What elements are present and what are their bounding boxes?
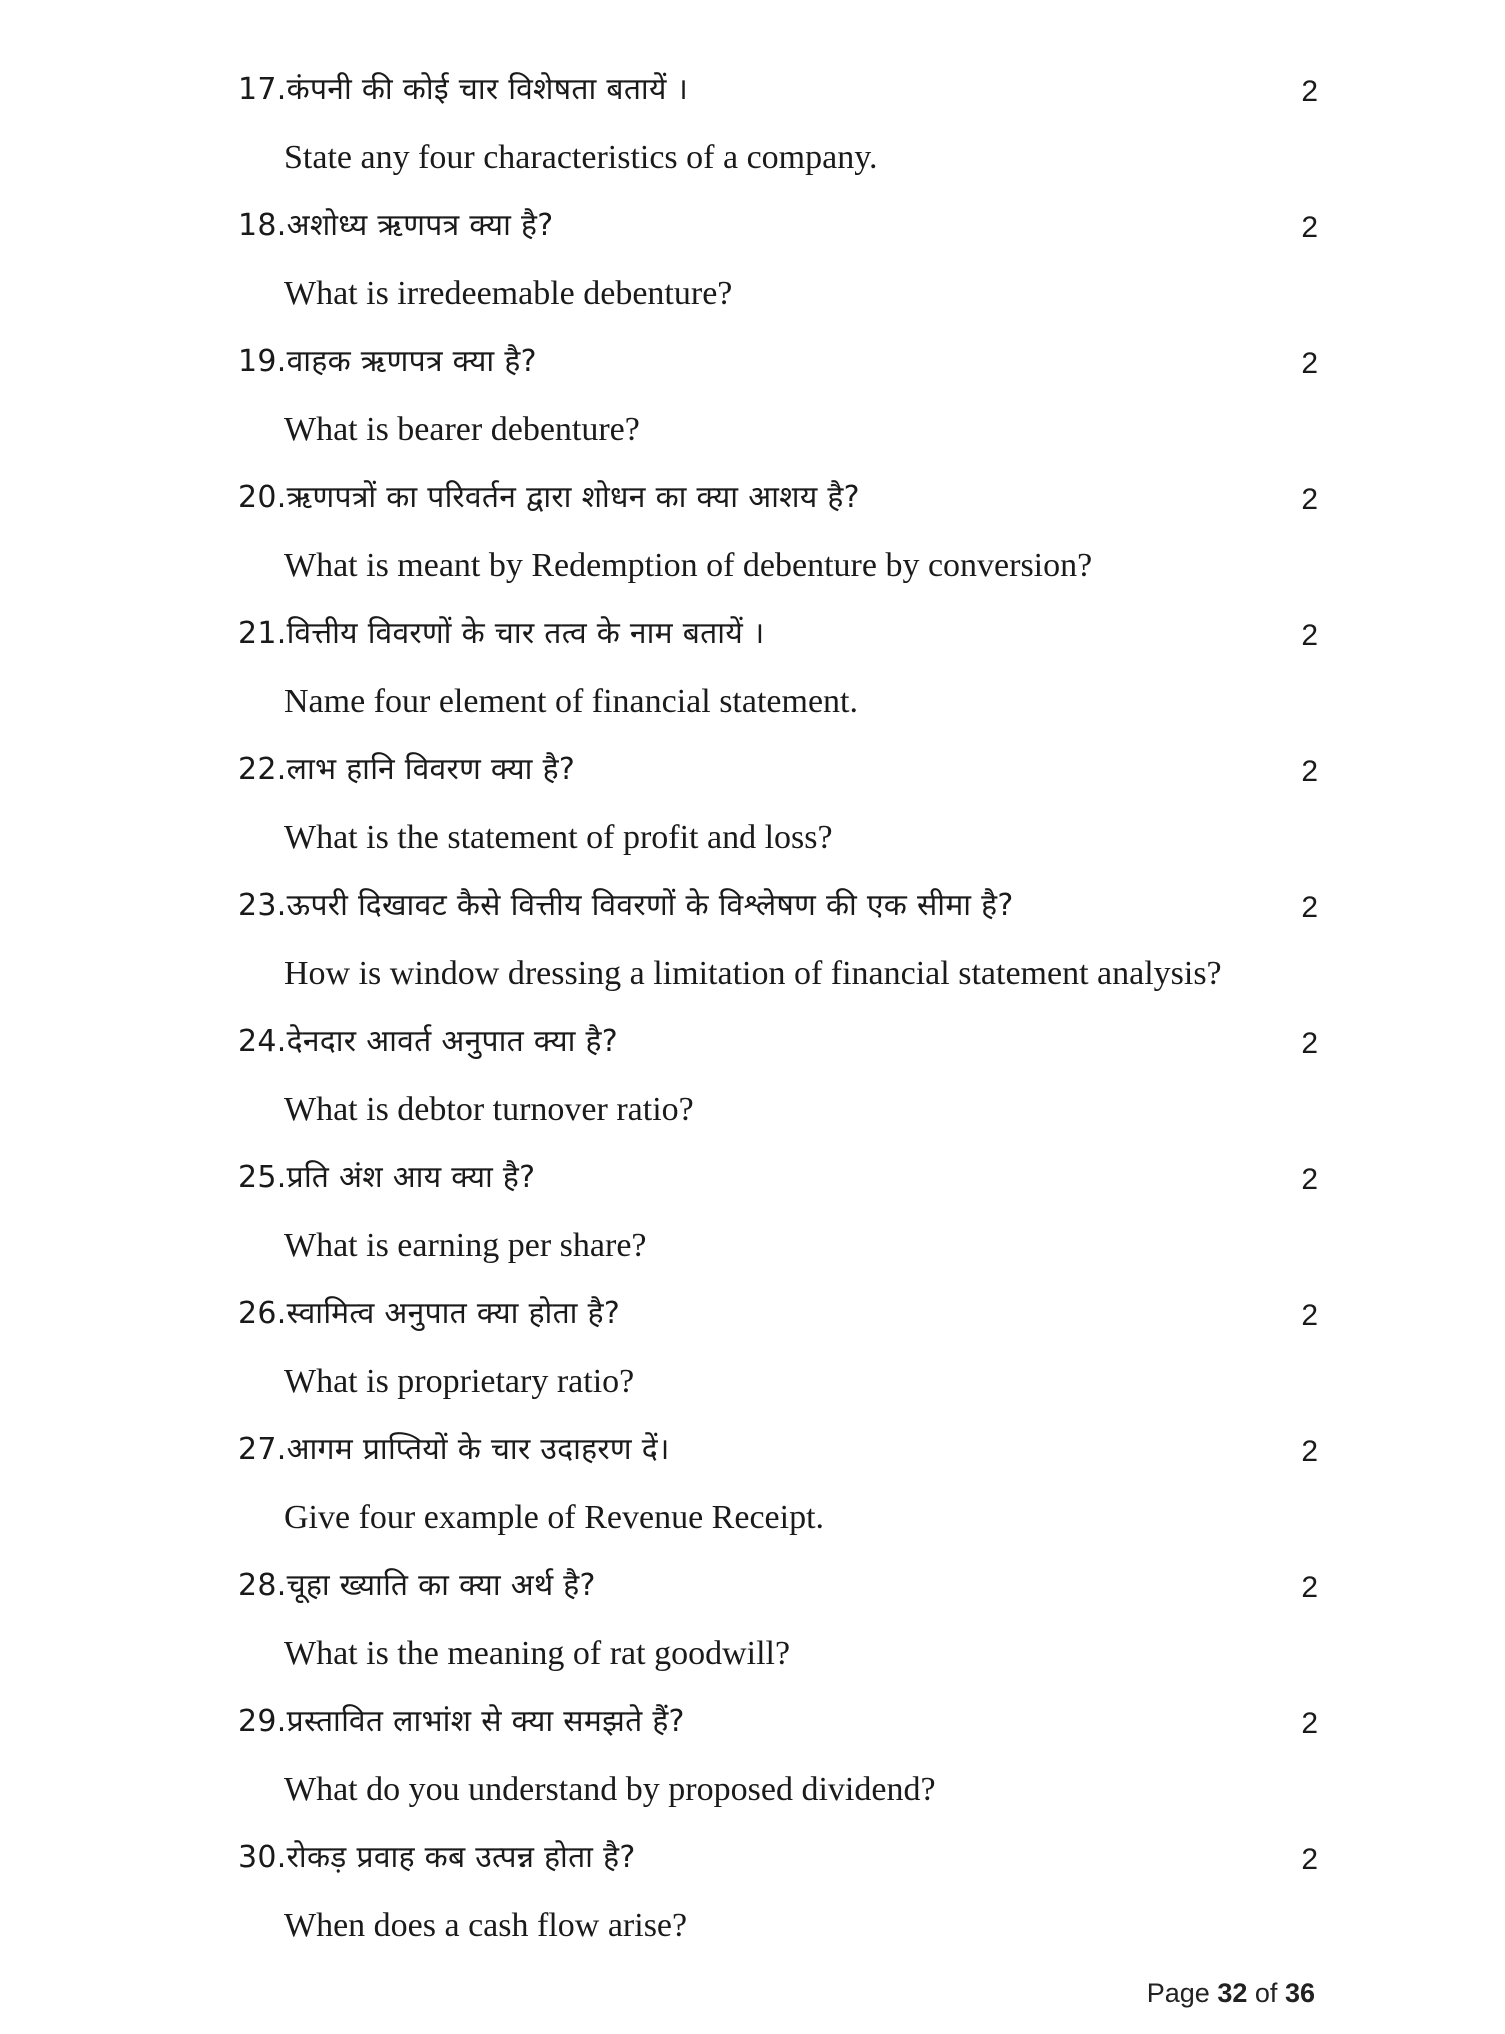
question-hindi: 24.देनदार आवर्त अनुपात क्या है? [238, 1024, 618, 1059]
page-total: 36 [1284, 1978, 1315, 2008]
question-hindi: 27.आगम प्राप्तियों के चार उदाहरण दें। [238, 1432, 670, 1467]
question-marks: 2 [1301, 1707, 1318, 1740]
question-english: How is window dressing a limitation of financial statement analysis? [284, 955, 1222, 992]
question-english: What is debtor turnover ratio? [284, 1091, 694, 1128]
question-hindi: 25.प्रति अंश आय क्या है? [238, 1160, 536, 1195]
question-marks: 2 [1301, 1163, 1318, 1196]
question-item [238, 1422, 1318, 1558]
question-hindi: 30.रोकड़ प्रवाह कब उत्पन्न होता है? [238, 1840, 636, 1875]
question-english: What is bearer debenture? [284, 411, 640, 448]
question-english: What is irredeemable debenture? [284, 275, 733, 312]
question-english: Give four example of Revenue Receipt. [284, 1499, 825, 1536]
question-hindi: 21.वित्तीय विवरणों के चार तत्व के नाम बतायें । [238, 616, 765, 651]
page-number [1147, 1978, 1315, 2009]
question-marks: 2 [1301, 1299, 1318, 1332]
question-english: What do you understand by proposed dividend? [284, 1771, 936, 1808]
question-hindi: 18.अशोध्य ऋणपत्र क्या है? [238, 208, 554, 243]
question-marks: 2 [1301, 1843, 1318, 1876]
question-marks: 2 [1301, 1027, 1318, 1060]
question-item [238, 334, 1318, 470]
question-marks: 2 [1301, 483, 1318, 516]
question-hindi: 17.कंपनी की कोई चार विशेषता बतायें । [238, 72, 689, 107]
question-english: What is the meaning of rat goodwill? [284, 1635, 791, 1672]
question-item [238, 470, 1318, 606]
question-marks: 2 [1301, 347, 1318, 380]
question-item [238, 1558, 1318, 1694]
question-marks: 2 [1301, 211, 1318, 244]
question-item [238, 1830, 1318, 1966]
question-english: State any four characteristics of a company. [284, 139, 878, 176]
of-word: of [1254, 1978, 1278, 2008]
question-english: What is earning per share? [284, 1227, 647, 1264]
question-item [238, 606, 1318, 742]
page-word: Page [1146, 1978, 1210, 2008]
question-item [238, 1286, 1318, 1422]
question-marks: 2 [1301, 755, 1318, 788]
question-item [238, 1150, 1318, 1286]
question-marks: 2 [1301, 1571, 1318, 1604]
question-item [238, 62, 1318, 198]
question-marks: 2 [1301, 891, 1318, 924]
question-hindi: 20.ऋणपत्रों का परिवर्तन द्वारा शोधन का क्या आशय है? [238, 480, 860, 515]
question-item [238, 1694, 1318, 1830]
question-english: When does a cash flow arise? [284, 1907, 688, 1944]
question-english: What is proprietary ratio? [284, 1363, 635, 1400]
page-current: 32 [1217, 1978, 1248, 2008]
question-marks: 2 [1301, 1435, 1318, 1468]
question-hindi: 23.ऊपरी दिखावट कैसे वित्तीय विवरणों के विश्लेषण की एक सीमा है? [238, 888, 1014, 923]
question-hindi: 26.स्वामित्व अनुपात क्या होता है? [238, 1296, 621, 1331]
question-marks: 2 [1301, 75, 1318, 108]
question-list [238, 62, 1318, 1966]
question-hindi: 22.लाभ हानि विवरण क्या है? [238, 752, 576, 787]
question-item [238, 1014, 1318, 1150]
question-item [238, 198, 1318, 334]
question-item [238, 742, 1318, 878]
question-hindi: 28.चूहा ख्याति का क्या अर्थ है? [238, 1568, 596, 1603]
question-item [238, 878, 1318, 1014]
question-hindi: 19.वाहक ऋणपत्र क्या है? [238, 344, 537, 379]
question-hindi: 29.प्रस्तावित लाभांश से क्या समझते हैं? [238, 1704, 685, 1739]
question-english: What is meant by Redemption of debenture by conversion? [284, 547, 1093, 584]
question-marks: 2 [1301, 619, 1318, 652]
question-english: Name four element of financial statement. [284, 683, 858, 720]
question-english: What is the statement of profit and loss? [284, 819, 833, 856]
